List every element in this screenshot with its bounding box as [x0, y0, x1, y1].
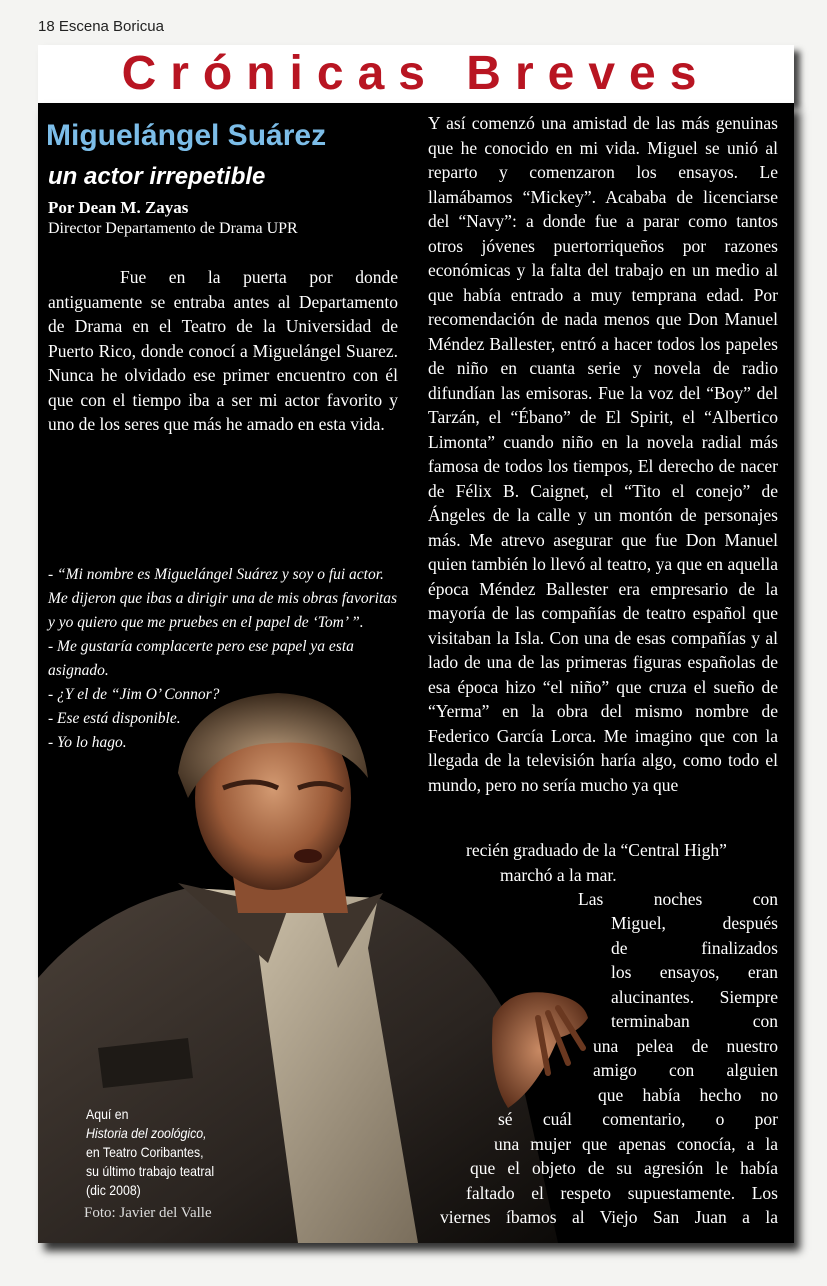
photo-credit: Foto: Javier del Valle	[84, 1205, 212, 1221]
wrap-line: que el objeto de su agresión le había	[470, 1158, 778, 1178]
dialog-line: - Me gustaría complacerte pero ese papel ya esta asignado.	[48, 638, 354, 679]
dialog-line: - ¿Y el de “Jim O’ Connor?	[48, 686, 220, 703]
wrap-line: amigo con alguien	[593, 1060, 778, 1080]
caption-line: Aquí en	[86, 1106, 129, 1122]
wrap-line: recién graduado de la “Central High”	[466, 840, 727, 860]
wrap-line: viernes íbamos al Viejo San Juan a la	[440, 1207, 778, 1227]
article-subtitle: un actor irrepetible	[48, 163, 266, 190]
right-column-text: Y así comenzó una amistad de las más genuinas que he conocido en mi vida. Miguel se unió al reparto y comenzaron los ensayos. Le llamábamos “Mickey”. Acababa de licenciarse del “Navy”: a donde fue a parar como tantos otros jóvenes puertorriqueños por razones económicas y la falta del trabajo en un medio al que había entrado a muy temprana edad. Por recomendación de nada menos que Don Manuel Méndez Ballester, entró a hacer todos los papeles de niño en cuanta serie y novela de radio difundían las emisoras. Fue la voz del “Boy” del Tarzán, el “Ébano” de El Spirit, el “Albertico Limonta” cuando niño en la novela radial más famosa de todos los tiempos, El derecho de nacer de Félix B. Caignet, el “Tito el conejo” de Ángeles de la calle y un montón de personajes más. Me atrevo asegurar que fue Don Manuel quien también lo llevó al teatro, ya que en aquella época Méndez Ballester era empresario de la mayoría de las compañías de teatro español que visitaban la Isla. Con una de esas compañías y al lado de una de las primeras figuras españolas de esa época hizo “el niño” que cruza el sueño de “Yerma” en la obra del mismo nombre de Federico García Lorca. Me imagino que con la llegada de la televisión haría algo, como todo el mundo, pero no sería mucho ya que	[428, 113, 778, 795]
wrap-line: que había hecho no	[598, 1085, 778, 1105]
caption-line: (dic 2008)	[86, 1182, 141, 1198]
dialog-block	[48, 563, 398, 755]
dialog-line: - Ese está disponible.	[48, 710, 181, 727]
caption-line: Historia del zoológico,	[86, 1125, 207, 1141]
byline: Por Dean M. Zayas	[48, 198, 189, 217]
photo-caption	[86, 1105, 244, 1200]
dialog-line: - “Mi nombre es Miguelángel Suárez y soy o fui actor. Me dijeron que ibas a dirigir una de mis obras favoritas y yo quiero que me pruebes en el papel de ‘Tom’ ”.	[48, 566, 398, 631]
wrap-line: faltado el respeto supuestamente. Los	[466, 1183, 778, 1203]
wrap-line: una mujer que apenas conocía, a la	[494, 1134, 778, 1154]
wrap-line: alucinantes. Siempre	[611, 987, 778, 1007]
page-header: 18 Escena Boricua	[38, 18, 164, 35]
wrap-line: Las noches con	[578, 889, 778, 909]
wrap-line: marchó a la mar.	[500, 865, 617, 885]
wrap-line: de finalizados	[611, 938, 778, 958]
article-page	[38, 103, 794, 1243]
article-title: Miguelángel Suárez	[46, 119, 327, 152]
section-banner: Crónicas Breves	[38, 45, 794, 103]
wrap-line: sé cuál comentario, o por	[498, 1109, 778, 1129]
left-column-text	[48, 265, 398, 437]
wrap-line: una pelea de nuestro	[593, 1036, 778, 1056]
dialog-line: - Yo lo hago.	[48, 734, 127, 751]
caption-line: en Teatro Coribantes,	[86, 1144, 204, 1160]
caption-line: su último trabajo teatral	[86, 1163, 215, 1179]
wrap-line: Miguel, después	[611, 913, 778, 933]
intro-paragraph: Fue en la puerta por donde antiguamente se entraba antes al Departamento de Drama en el Teatro de la Universidad de Puerto Rico, donde conocí a Miguelángel Suarez. Nunca he olvidado ese primer encuentro con él que con el tiempo iba a ser mi actor favorito y uno de los seres que más he amado en esta vida.	[48, 267, 398, 434]
wrap-line: terminaban con	[611, 1011, 778, 1031]
wrap-line: los ensayos, eran	[611, 962, 778, 982]
author-role: Director Departamento de Drama UPR	[48, 220, 298, 237]
